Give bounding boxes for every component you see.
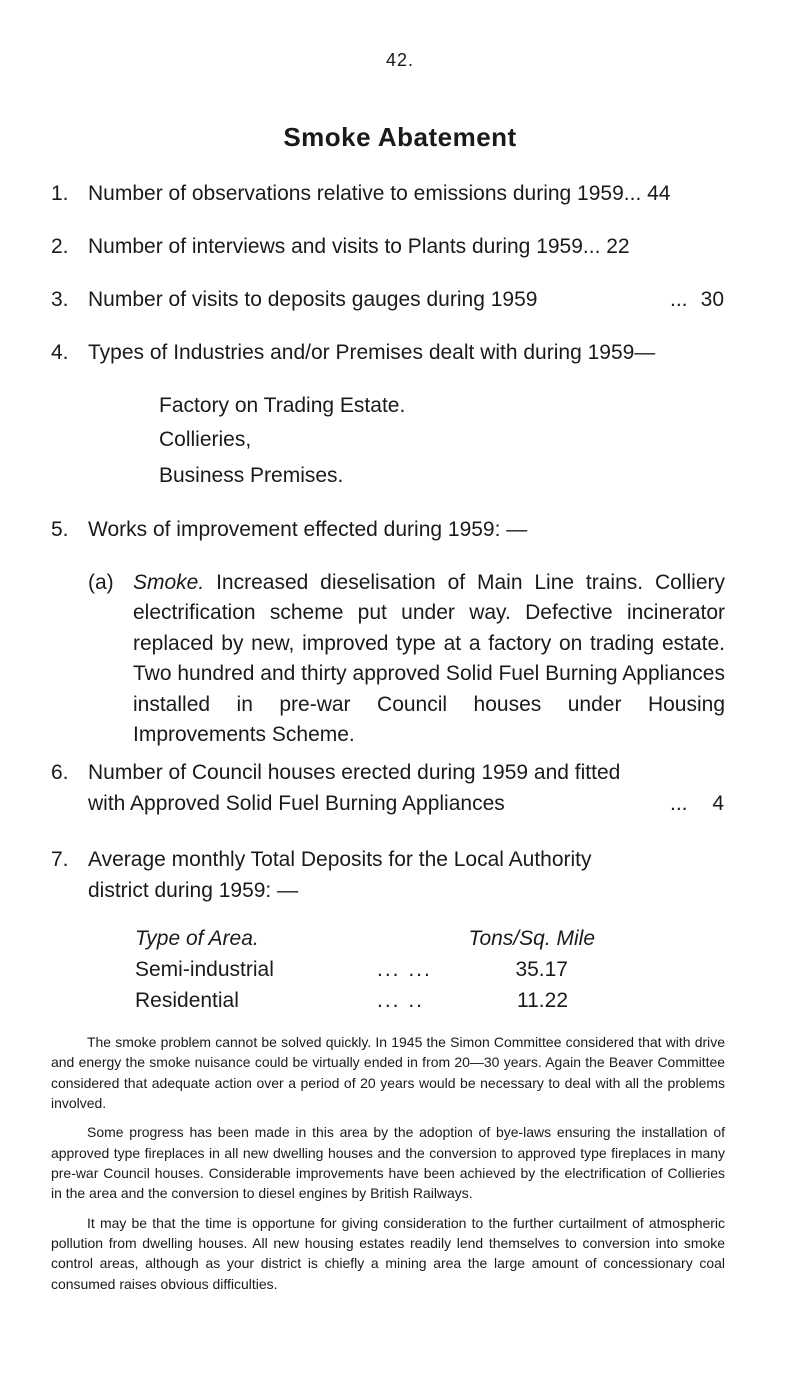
row-value: 11.22 — [517, 989, 568, 1012]
row-area: Residential — [135, 989, 239, 1012]
list-item — [51, 844, 724, 906]
item-text-line-2: district during 1959: — — [88, 879, 299, 902]
item-dots: ... — [670, 288, 688, 311]
sub-item-heading: Smoke. — [133, 571, 205, 594]
item-text: Number of observations relative to emissions during 1959... 44 — [88, 182, 671, 205]
item-value: 4 — [712, 792, 724, 815]
item-text: Types of Industries and/or Premises dealt with during 1959— — [88, 341, 656, 364]
list-item — [51, 514, 724, 545]
item-text: with Approved Solid Fuel Burning Appliances — [88, 792, 505, 815]
table-row — [135, 985, 595, 1016]
item-number: 1. — [51, 182, 69, 205]
body-paragraph — [51, 1213, 725, 1294]
industry-entry: Collieries, — [159, 428, 252, 451]
item-number: 6. — [51, 761, 69, 784]
sub-item-body: Increased dieselisation of Main Line trains. Colliery electrification scheme put under way. Defective incinerator replaced by new, improved type at a factory on trading estate. Two hundred and thirty approved Solid Fuel Burning Appliances installed in pre-war Council houses under Housing Improvements Scheme. — [133, 571, 725, 747]
item-dots: ... — [670, 792, 688, 815]
sub-item-label: (a) — [88, 571, 114, 594]
row-area: Semi-industrial — [135, 958, 274, 981]
page-number: 42. — [385, 50, 415, 70]
item-number: 4. — [51, 341, 69, 364]
list-item — [51, 337, 724, 368]
item-number: 2. — [51, 235, 69, 258]
page-title: Smoke Abatement — [283, 122, 517, 152]
paragraph-text: The smoke problem cannot be solved quickly. In 1945 the Simon Committee considered that with drive and energy the smoke nuisance could be virtually ended in from 20—30 years. Again the Beaver Committee considered that adequate action over a period of 20 years would be necessary to deal with all the problems involved. — [51, 1034, 725, 1111]
paragraph-text: It may be that the time is opportune for giving consideration to the further curtailment of atmospheric pollution from dwelling houses. All new housing estates readily lend themselves to conversion into smoke control areas, although as your district is chiefly a mining area the large amount of concessionary coal consumed raises obvious difficulties. — [51, 1214, 725, 1292]
body-paragraph — [51, 1032, 725, 1113]
item-text: Works of improvement effected during 1959: — — [88, 518, 528, 541]
item-text: Number of visits to deposits gauges during 1959 — [88, 288, 538, 311]
list-item — [51, 178, 724, 209]
body-paragraph — [51, 1122, 725, 1203]
item-text: Number of interviews and visits to Plants during 1959... 22 — [88, 235, 630, 258]
item-text-line: Number of Council houses erected during 1959 and fitted — [88, 761, 621, 784]
list-item — [51, 284, 724, 315]
paragraph-text: Some progress has been made in this area by the adoption of bye-laws ensuring the installation of approved type fireplaces in all new dwelling houses and the conversion to approved type fireplaces in many pre-war Council houses. Considerable improvements have been achieved by the electrification of Collieries in the area and the conversion to diesel engines by British Railways. — [51, 1124, 725, 1202]
table-row — [135, 954, 595, 985]
row-dots: ... .. — [377, 989, 425, 1012]
row-dots: ... ... — [377, 958, 432, 981]
item-value: 30 — [700, 288, 724, 311]
item-number: 5. — [51, 518, 69, 541]
table-header — [135, 923, 595, 954]
item-number: 7. — [51, 848, 69, 871]
deposits-table — [135, 923, 595, 1016]
header-value: Tons/Sq. Mile — [468, 927, 595, 950]
list-item — [51, 757, 724, 819]
industry-entry: Factory on Trading Estate. — [159, 394, 406, 417]
item-text-line: Average monthly Total Deposits for the Local Authority — [88, 848, 592, 871]
sub-item-text — [133, 568, 725, 750]
item-number: 3. — [51, 288, 69, 311]
row-value: 35.17 — [515, 958, 568, 981]
industry-entry: Business Premises. — [159, 464, 344, 487]
header-area: Type of Area. — [135, 927, 259, 950]
list-item — [51, 231, 724, 262]
item-text-line-2 — [88, 788, 724, 819]
